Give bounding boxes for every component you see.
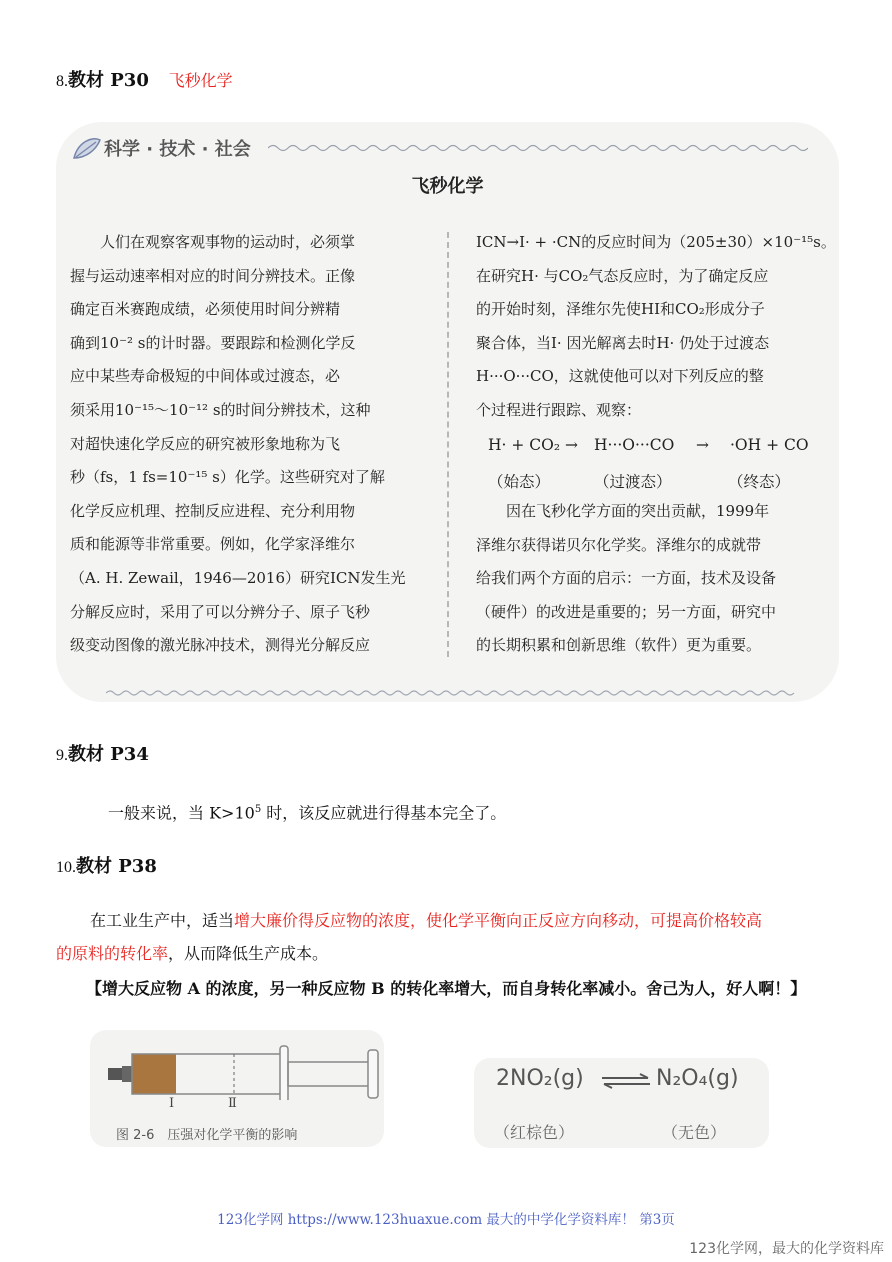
text: ，从而降低生产成本。 (168, 944, 329, 963)
paragraph-industry (56, 904, 846, 970)
statement-text: 一般来说，当 K>10 (108, 803, 255, 823)
statement-text-end: 时，该反应就进行得基本完全了。 (261, 803, 507, 823)
section-number: 8. (56, 73, 68, 90)
label-end: （终态） (728, 473, 791, 491)
text-line: 个过程进行跟踪、观察： (476, 400, 642, 419)
text-line: 人们在观察客观事物的运动时，必须掌 (100, 233, 356, 251)
section-number: 9. (56, 747, 68, 764)
eq-transition: H···O···CO (594, 436, 675, 454)
text-line: 聚合体，当I· 因光解离去时H· 仍处于过渡态 (476, 333, 770, 352)
equilibrium-arrow-icon (600, 1073, 652, 1093)
header-wave-divider (268, 140, 808, 159)
section-number: 10. (56, 859, 76, 876)
left-column (70, 226, 416, 663)
note-bracket: 【增大反应物 A 的浓度，另一种反应物 B 的转化率增大，而自身转化率减小。舍己为人，好人啊！】 (86, 979, 807, 998)
right-column (476, 226, 836, 428)
text-line: H···O···CO，这就使他可以对下列反应的整 (476, 367, 764, 386)
text-line: 因在飞秒化学方面的突出贡献，1999年 (506, 502, 770, 520)
figure-caption: 图 2-6 压强对化学平衡的影响 (116, 1128, 298, 1143)
syringe-illustration (100, 1040, 384, 1104)
eq-arrow: → (696, 436, 709, 454)
text-line: 的开始时刻，泽维尔先使HI和CO₂形成分子 (476, 300, 765, 319)
brand-watermark: 123化学网，最大的化学资料库 (689, 1241, 884, 1257)
color-label-colorless: （无色） (662, 1123, 727, 1142)
text-line: 的长期积累和创新思维（软件）更为重要。 (476, 636, 762, 655)
text-line: 级变动图像的激光脉冲技术，测得光分解反应 (70, 636, 371, 655)
section-note: 飞秒化学 (168, 71, 233, 90)
box-title: 飞秒化学 (411, 176, 484, 197)
text-line: 质和能源等非常重要。例如，化学家泽维尔 (70, 535, 356, 554)
text-line: 分解反应时，采用了可以分辨分子、原子飞秒 (70, 602, 371, 621)
text-line: （硬件）的改进是重要的；另一方面，研究中 (476, 602, 777, 621)
right-column-bottom (476, 495, 826, 663)
footer-wave-divider (106, 684, 816, 703)
text-line: 化学反应机理、控制反应进程、充分利用物 (70, 501, 356, 520)
eq-start: H· + CO₂ → (488, 436, 578, 454)
label-start: （始态） (488, 473, 551, 491)
section-9-heading (56, 740, 149, 766)
section-10-heading (56, 852, 157, 878)
text-line: ICN→I· + ·CN的反应时间为（205±30）×10⁻¹⁵s。 (476, 233, 836, 251)
reaction-equation (488, 436, 828, 460)
text-line: 给我们两个方面的启示：一方面，技术及设备 (476, 569, 777, 588)
highlight-text: 的原料的转化率 (56, 944, 169, 963)
section-label: 教材 P38 (76, 856, 157, 877)
exponent: 5 (254, 804, 262, 815)
leaf-icon (72, 136, 102, 166)
eq-end: ·OH + CO (730, 436, 809, 454)
text-line: 在研究H· 与CO₂气态反应时，为了确定反应 (476, 266, 769, 285)
highlight-text: 增大廉价得反应物的浓度，使化学平衡向正反应方向移动，可提高价格较高 (234, 911, 763, 930)
label-transition: （过渡态） (594, 473, 672, 491)
section-label: 教材 P30 (68, 70, 149, 91)
text-line: 确定百米赛跑成绩，必须使用时间分辨精 (70, 300, 341, 319)
text-line: 泽维尔获得诺贝尔化学奖。泽维尔的成就带 (476, 535, 762, 554)
category-label: 科学 · 技术 · 社会 (104, 139, 251, 160)
section-8-heading (56, 66, 233, 92)
eq-right-species: N₂O₄(g) (656, 1066, 739, 1091)
k-value-statement (108, 793, 506, 829)
text-line: 对超快速化学反应的研究被形象地称为飞 (70, 434, 341, 453)
section-label: 教材 P34 (68, 744, 149, 765)
text-line: （A. H. Zewail，1946—2016）研究ICN发生光 (70, 568, 406, 587)
mark-I: Ⅰ (169, 1096, 175, 1111)
text-line: 须采用10⁻¹⁵～10⁻¹² s的时间分辨技术，这种 (70, 400, 371, 419)
text-line: 确到10⁻² s的计时器。要跟踪和检测化学反 (70, 333, 356, 352)
text-line: 握与运动速率相对应的时间分辨技术。正像 (70, 266, 356, 285)
mark-II: Ⅱ (228, 1096, 237, 1111)
eq-left-species: 2NO₂(g) (496, 1066, 584, 1091)
reaction-state-labels (488, 470, 828, 494)
text-line: 秒（fs，1 fs=10⁻¹⁵ s）化学。这些研究对了解 (70, 468, 385, 487)
text: 在工业生产中，适当 (90, 911, 235, 930)
color-label-red-brown: （红棕色） (494, 1123, 575, 1142)
page-footer[interactable]: 123化学网 https://www.123huaxue.com 最大的中学化学资料库！ 第3页 (217, 1212, 675, 1228)
text-line: 应中某些寿命极短的中间体或过渡态，必 (70, 367, 341, 386)
column-divider (447, 232, 449, 657)
